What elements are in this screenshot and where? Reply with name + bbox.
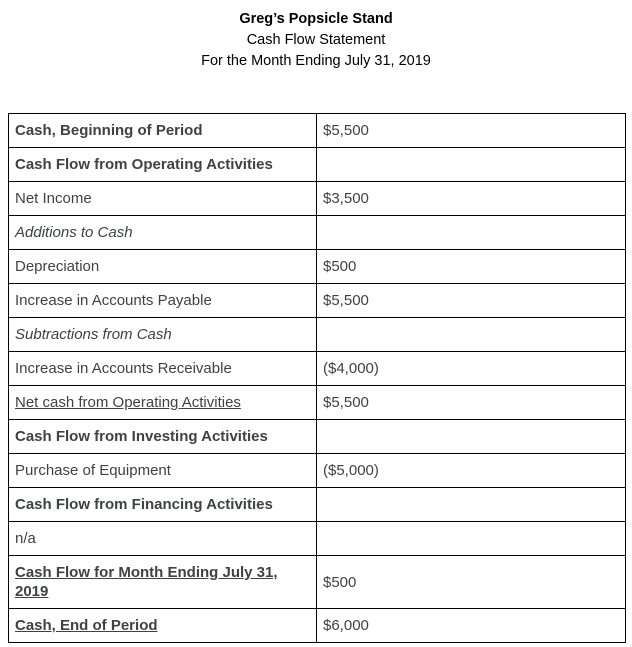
- table-row: [9, 250, 626, 284]
- cash-flow-statement-table: [8, 113, 626, 643]
- row-label-cell: Cash Flow from Financing Activities: [9, 488, 317, 522]
- row-value-cell: [317, 318, 626, 352]
- row-label-cell: Cash Flow from Operating Activities: [9, 148, 317, 182]
- row-value-cell: $5,500: [317, 284, 626, 318]
- row-label-cell: n/a: [9, 522, 317, 556]
- row-label-cell: Cash, End of Period: [9, 609, 317, 643]
- row-value-cell: $3,500: [317, 182, 626, 216]
- row-label-cell: Depreciation: [9, 250, 317, 284]
- row-label-cell: Increase in Accounts Payable: [9, 284, 317, 318]
- row-label-cell: Net cash from Operating Activities: [9, 386, 317, 420]
- row-value-cell: [317, 522, 626, 556]
- row-value-cell: [317, 488, 626, 522]
- document-header: [0, 0, 632, 72]
- table-row: [9, 216, 626, 250]
- row-value-cell: [317, 420, 626, 454]
- row-label-cell: Cash Flow from Investing Activities: [9, 420, 317, 454]
- table-row: [9, 454, 626, 488]
- table-row: [9, 556, 626, 609]
- table-row: [9, 284, 626, 318]
- row-label-cell: Purchase of Equipment: [9, 454, 317, 488]
- row-label-cell: Net Income: [9, 182, 317, 216]
- table-row: [9, 182, 626, 216]
- table-row: [9, 352, 626, 386]
- table-row: [9, 318, 626, 352]
- table-row: [9, 609, 626, 643]
- row-value-cell: ($5,000): [317, 454, 626, 488]
- row-value-cell: $500: [317, 250, 626, 284]
- row-value-cell: $5,500: [317, 114, 626, 148]
- row-value-cell: [317, 148, 626, 182]
- row-value-cell: ($4,000): [317, 352, 626, 386]
- table-row: [9, 488, 626, 522]
- table-row: [9, 148, 626, 182]
- company-name: Greg’s Popsicle Stand: [239, 11, 393, 27]
- table-row: [9, 114, 626, 148]
- table-row: [9, 420, 626, 454]
- row-label-cell: Cash, Beginning of Period: [9, 114, 317, 148]
- row-value-cell: $5,500: [317, 386, 626, 420]
- table-row: [9, 386, 626, 420]
- row-label-cell: Subtractions from Cash: [9, 318, 317, 352]
- row-label-cell: Additions to Cash: [9, 216, 317, 250]
- statement-title: Cash Flow Statement: [246, 32, 386, 48]
- row-label-cell: Increase in Accounts Receivable: [9, 352, 317, 386]
- row-label-cell: Cash Flow for Month Ending July 31, 2019: [9, 556, 317, 609]
- row-value-cell: [317, 216, 626, 250]
- table-row: [9, 522, 626, 556]
- row-value-cell: $6,000: [317, 609, 626, 643]
- statement-period: For the Month Ending July 31, 2019: [201, 53, 431, 69]
- row-value-cell: $500: [317, 556, 626, 609]
